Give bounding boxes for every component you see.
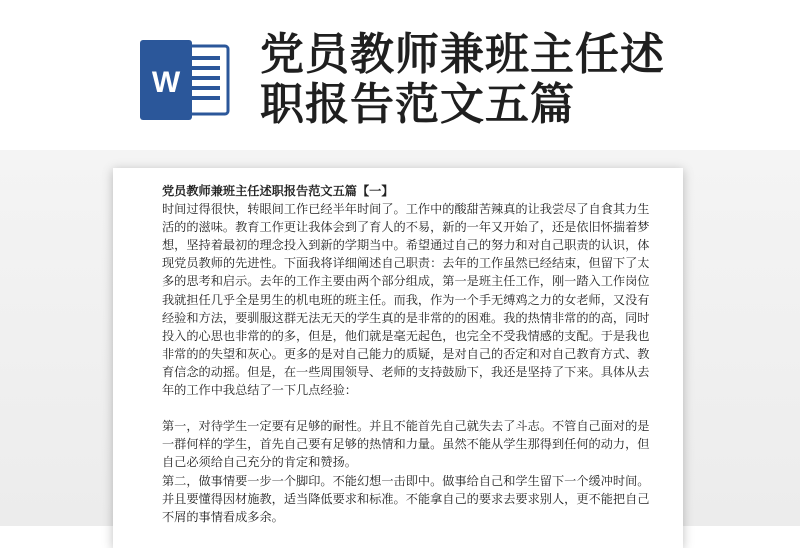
- paragraph-line: 时间过得很快，转眼间工作已经半年时间了。工作中的酸甜苦辣真的让我尝尽了自食其力生: [162, 202, 650, 217]
- paragraph-line: 非常的的失望和灰心。更多的是对自己能力的质疑，是对自己的否定和对自己教育方式、教: [162, 346, 650, 361]
- document-lines: [162, 200, 662, 526]
- title-line-1: 党员教师兼班主任述: [260, 29, 665, 80]
- paragraph-line: 投入的心思也非常的的多，但是，他们就是毫无起色，也完全不受我情感的支配。于是我也: [162, 328, 650, 343]
- document-body: [162, 182, 662, 526]
- paragraph-line: 年的工作中我总结了一下几点经验：: [162, 383, 357, 398]
- page-title: [260, 30, 780, 130]
- document-page: [113, 168, 683, 548]
- paragraph-line: 想，坚持着最初的理念投入到新的学期当中。希望通过自己的努力和对自己职责的认识，体: [162, 238, 650, 253]
- paragraph-line: 多的思考和启示。去年的工作主要由两个部分组成，第一是班主任工作，刚一踏入工作岗位: [162, 274, 650, 289]
- paragraph-line: 第一，对待学生一定要有足够的耐性。并且不能首先自己就失去了斗志。不管自己面对的是: [162, 419, 650, 434]
- paragraph-line: 我就担任几乎全是男生的机电班的班主任。而我，作为一个手无缚鸡之力的女老师，又没有: [162, 292, 650, 307]
- paragraph-line: 自己必须给自己充分的肯定和赞扬。: [162, 455, 357, 470]
- paragraph-line: 第二，做事情要一步一个脚印。不能幻想一击即中。做事给自己和学生留下一个缓冲时间。: [162, 473, 650, 488]
- paragraph-line: 不屑的事情看成多余。: [162, 509, 284, 524]
- paragraph-line: 现党员教师的先进性。下面我将详细阐述自己职责：去年的工作虽然已经结束，但留下了太: [162, 256, 650, 271]
- paragraph-line: 育信念的动摇。但是，在一些周围领导、老师的支持鼓励下，我还是坚持了下来。具体从去: [162, 364, 650, 379]
- paragraph-line: 经验和方法，要驯服这群无法无天的学生真的是非常的的困难。我的热情非常的的高，同时: [162, 310, 650, 325]
- paragraph-line: 一群何样的学生，首先自己要有足够的热情和力量。虽然不能从学生那得到任何的动力，但: [162, 437, 650, 452]
- document-heading: 党员教师兼班主任述职报告范文五篇【一】: [162, 184, 394, 198]
- word-document-icon: [136, 40, 236, 120]
- svg-text:W: W: [151, 66, 181, 99]
- paragraph-line: 并且要懂得因材施教，适当降低要求和标准。不能拿自己的要求去要求别人，更不能把自己: [162, 491, 650, 506]
- paragraph-line: 活的的滋味。教育工作更让我体会到了育人的不易，新的一年又开始了，还是依旧怀揣着梦: [162, 220, 650, 235]
- blank-line: [162, 399, 662, 417]
- title-line-2: 职报告范文五篇: [260, 79, 575, 130]
